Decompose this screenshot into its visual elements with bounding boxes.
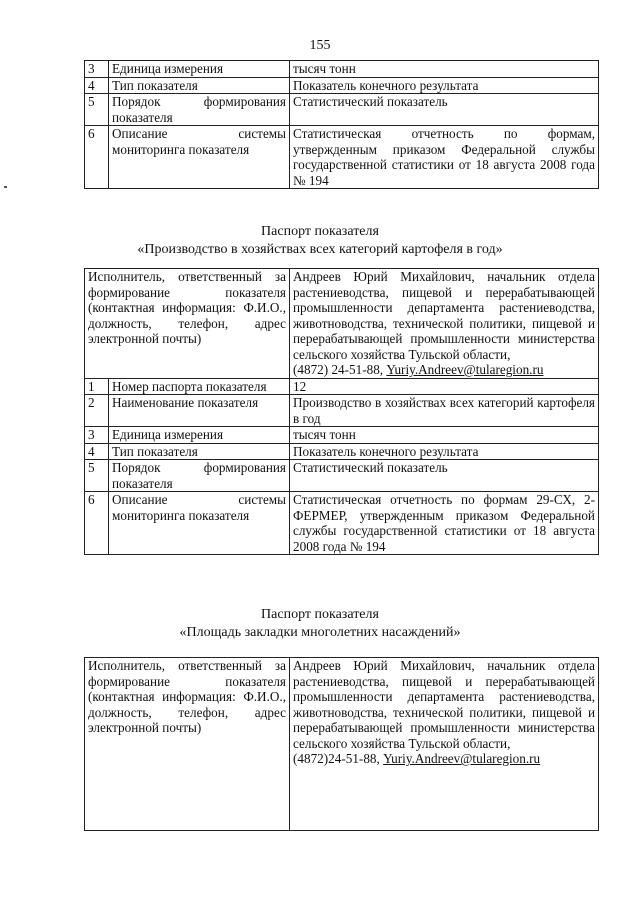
row-label: Наименование показателя [109, 395, 290, 427]
row-number: 3 [85, 427, 109, 444]
row-value: Статистический показатель [290, 460, 599, 492]
executor-row [85, 658, 599, 831]
executor-row [85, 269, 599, 379]
row-number: 4 [85, 443, 109, 460]
row-label: Тип показателя [109, 77, 290, 94]
row-number: 6 [85, 126, 109, 189]
row-label: Единица измерения [109, 427, 290, 444]
table-row [85, 94, 599, 126]
table-row [85, 395, 599, 427]
executor-email[interactable]: Yuriy.Andreev@tularegion.ru [386, 362, 544, 377]
passport-table-continued [84, 60, 599, 189]
row-label: Тип показателя [109, 443, 290, 460]
executor-info [290, 269, 599, 379]
passport-table-potato [84, 268, 599, 555]
section-title: Паспорт показателя [261, 607, 379, 622]
executor-info [290, 658, 599, 831]
passport-table-perennial [84, 657, 599, 831]
row-number: 3 [85, 61, 109, 78]
row-value: тысяч тонн [290, 427, 599, 444]
executor-phone: (4872)24-51-88, [293, 751, 380, 766]
table-row [85, 61, 599, 78]
row-value: Производство в хозяйствах всех категорий картофеля в год [290, 395, 599, 427]
executor-label: Исполнитель, ответственный за формирование показателя (контактная информация: Ф.И.О., должность, телефон, адрес электронной почты) [85, 269, 290, 379]
row-number: 5 [85, 94, 109, 126]
row-label: Порядок формирования показателя [109, 460, 290, 492]
section-subtitle: «Площадь закладки многолетних насаждений» [179, 625, 461, 640]
row-number: 5 [85, 460, 109, 492]
table-row [85, 427, 599, 444]
executor-phone: (4872) 24-51-88, [293, 362, 384, 377]
row-value: Показатель конечного результата [290, 443, 599, 460]
row-value: Показатель конечного результата [290, 77, 599, 94]
row-number: 6 [85, 492, 109, 555]
row-label: Номер паспорта показателя [109, 378, 290, 395]
table-row [85, 460, 599, 492]
table-row [85, 443, 599, 460]
row-label: Описание системы мониторинга показателя [109, 492, 290, 555]
executor-value: Андреев Юрий Михайлович, начальник отдела растениеводства, пищевой и перерабатывающей промышленности департамента растениеводства, животноводства, технической политики, пищевой и перерабатывающей промышленности министерства сельского хозяйства Тульской области, [293, 658, 595, 751]
executor-value: Андреев Юрий Михайлович, начальник отдела растениеводства, пищевой и перерабатывающей промышленности департамента растениеводства, животноводства, технической политики, пищевой и перерабатывающей промышленности министерства сельского хозяйства Тульской области, [293, 269, 595, 362]
executor-label: Исполнитель, ответственный за формирование показателя (контактная информация: Ф.И.О., должность, телефон, адрес электронной почты) [85, 658, 290, 831]
table-row [85, 378, 599, 395]
row-value: Статистическая отчетность по формам 29-СХ, 2-ФЕРМЕР, утвержденным приказом Федеральной службы государственной статистики от 18 августа 2008 года № 194 [290, 492, 599, 555]
row-label: Единица измерения [109, 61, 290, 78]
row-value: тысяч тонн [290, 61, 599, 78]
row-value: Статистический показатель [290, 94, 599, 126]
section-subtitle: «Производство в хозяйствах всех категорий картофеля в год» [137, 242, 503, 257]
scan-mark [4, 186, 7, 188]
section-title: Паспорт показателя [261, 224, 379, 239]
row-number: 4 [85, 77, 109, 94]
row-label: Порядок формирования показателя [109, 94, 290, 126]
page-number: 155 [309, 38, 331, 53]
executor-email[interactable]: Yuriy.Andreev@tularegion.ru [383, 751, 541, 766]
table-row [85, 126, 599, 189]
row-value: Статистическая отчетность по формам, утвержденным приказом Федеральной службы государственной статистики от 18 августа 2008 года № 194 [290, 126, 599, 189]
table-row [85, 77, 599, 94]
table-row [85, 492, 599, 555]
row-number: 1 [85, 378, 109, 395]
row-value: 12 [290, 378, 599, 395]
row-number: 2 [85, 395, 109, 427]
row-label: Описание системы мониторинга показателя [109, 126, 290, 189]
